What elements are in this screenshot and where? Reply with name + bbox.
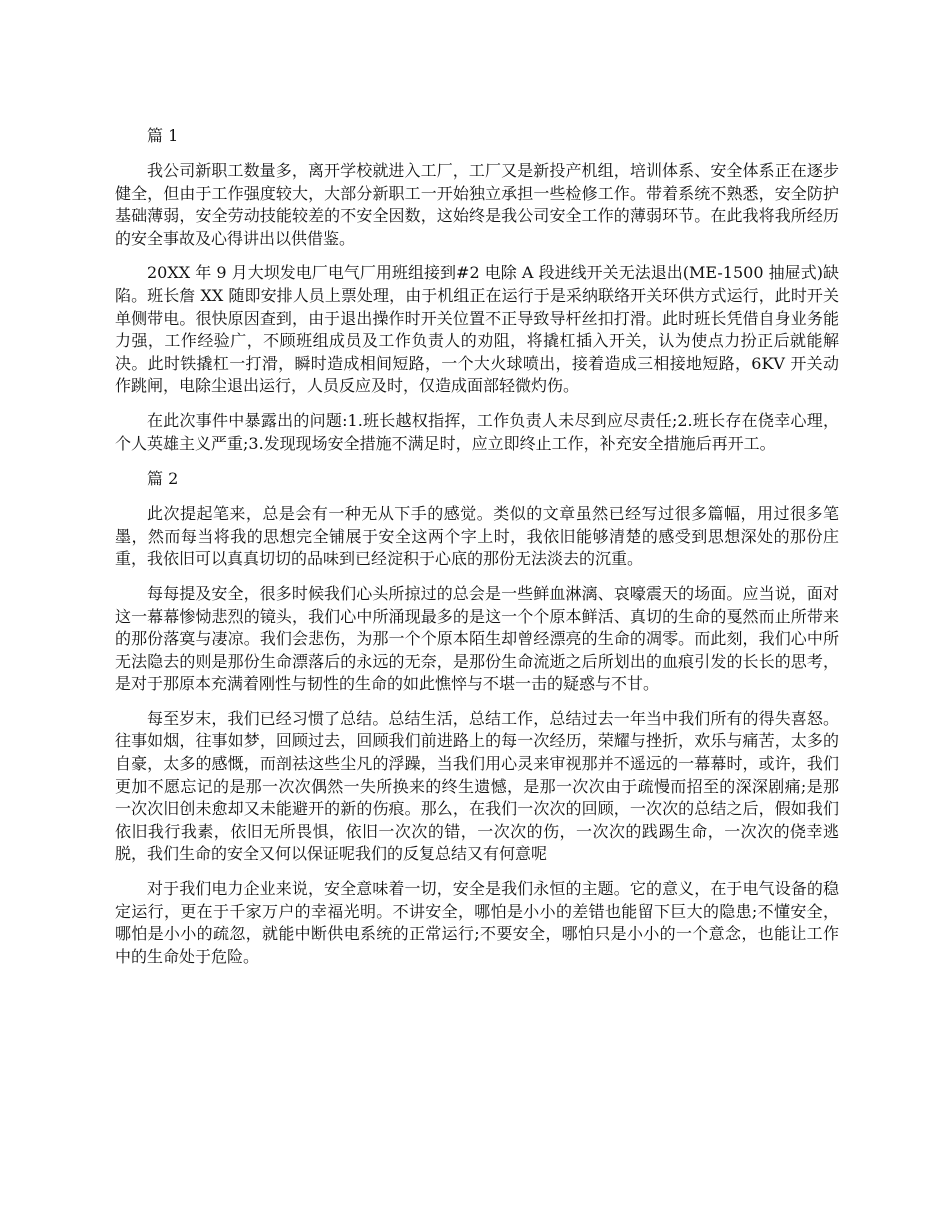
section-title-2: 篇 2 xyxy=(147,469,179,489)
paragraph: 20XX 年 9 月大坝发电厂电气厂用班组接到#2 电除 A 段进线开关无法退出(ME-1500 抽屉式)缺陷。班长詹 XX 随即安排人员上票处理，由于机组正在运行于是采纳联络开关环供方式运行，此时开关单侧带电。很快原因查到，由于退出操作时开关位置不正导致导杆丝扣打滑。此时班长凭借自身业务能力强，工作经验广，不顾班组成员及工作负责人的劝阻，将撬杠插入开关，认为使点力扮正后就能解决。此时铁撬杠一打滑，瞬时造成相间短路，一个大火球喷出，接着造成三相接地短路，6KV 开关动作跳闸，电除尘退出运行，人员反应及时，仅造成面部轻微灼伤。 xyxy=(115,263,839,396)
paragraph: 每每提及安全，很多时候我们心头所掠过的总会是一些鲜血淋漓、哀嚎震天的场面。应当说，面对这一幕幕惨恸悲烈的镜头，我们心中所涌现最多的是这一个个原本鲜活、真切的生命的戛然而止所带来的那份落寞与凄凉。我们会悲伤，为那一个个原本陌生却曾经漂亮的生命的凋零。而此刻，我们心中所无法隐去的则是那份生命漂落后的永远的无奈，是那份生命流逝之后所划出的血痕引发的长长的思考，是对于那原本充满着刚性与韧性的生命的如此憔悴与不堪一击的疑惑与不甘。 xyxy=(115,583,839,694)
paragraph: 此次提起笔来，总是会有一种无从下手的感觉。类似的文章虽然已经写过很多篇幅，用过很多笔墨，然而每当将我的思想完全铺展于安全这两个字上时，我依旧能够清楚的感受到思想深处的那份庄重，我依旧可以真真切切的品味到已经淀积于心底的那份无法淡去的沉重。 xyxy=(115,504,839,569)
section-title-1: 篇 1 xyxy=(147,126,179,145)
paragraph: 我公司新职工数量多，离开学校就进入工厂，工厂又是新投产机组，培训体系、安全体系正在逐步健全，但由于工作强度较大，大部分新职工一开始独立承担一些检修工作。带着系统不熟悉，安全防护基础薄弱，安全劳动技能较差的不安全因数，这始终是我公司安全工作的薄弱环节。在此我将我所经历的安全事故及心得讲出以供借鉴。 xyxy=(115,161,839,248)
document-body xyxy=(115,124,839,980)
paragraph: 每至岁末，我们已经习惯了总结。总结生活，总结工作，总结过去一年当中我们所有的得失喜怒。往事如烟，往事如梦，回顾过去，回顾我们前进路上的每一次经历，荣耀与挫折，欢乐与痛苦，太多的自豪，太多的感慨，而剖祛这些尘凡的浮躁，当我们用心灵来审视那并不遥远的一幕幕时，或许，我们更加不愿忘记的是那一次次偶然一失所换来的终生遗憾，是那一次次由于疏慢而招至的深深剧痛;是那一次次旧创未愈却又未能避开的新的伤痕。那么，在我们一次次的回顾，一次次的总结之后，假如我们依旧我行我素，依旧无所畏惧，依旧一次次的错，一次次的伤，一次次的践踢生命，一次次的侥幸逃脱，我们生命的安全又何以保证呢我们的反复总结又有何意呢 xyxy=(115,708,839,864)
paragraph: 对于我们电力企业来说，安全意味着一切，安全是我们永恒的主题。它的意义，在于电气设备的稳定运行，更在于千家万户的幸福光明。不讲安全，哪怕是小小的差错也能留下巨大的隐患;不懂安全，哪怕是小小的疏忽，就能中断供电系统的正常运行;不要安全，哪怕只是小小的一个意念，也能让工作中的生命处于危险。 xyxy=(115,879,839,966)
paragraph: 在此次事件中暴露出的问题:1.班长越权指挥，工作负责人未尽到应尽责任;2.班长存在侥幸心理，个人英雄主义严重;3.发现现场安全措施不满足时，应立即终止工作，补充安全措施后再开工。 xyxy=(115,410,839,453)
